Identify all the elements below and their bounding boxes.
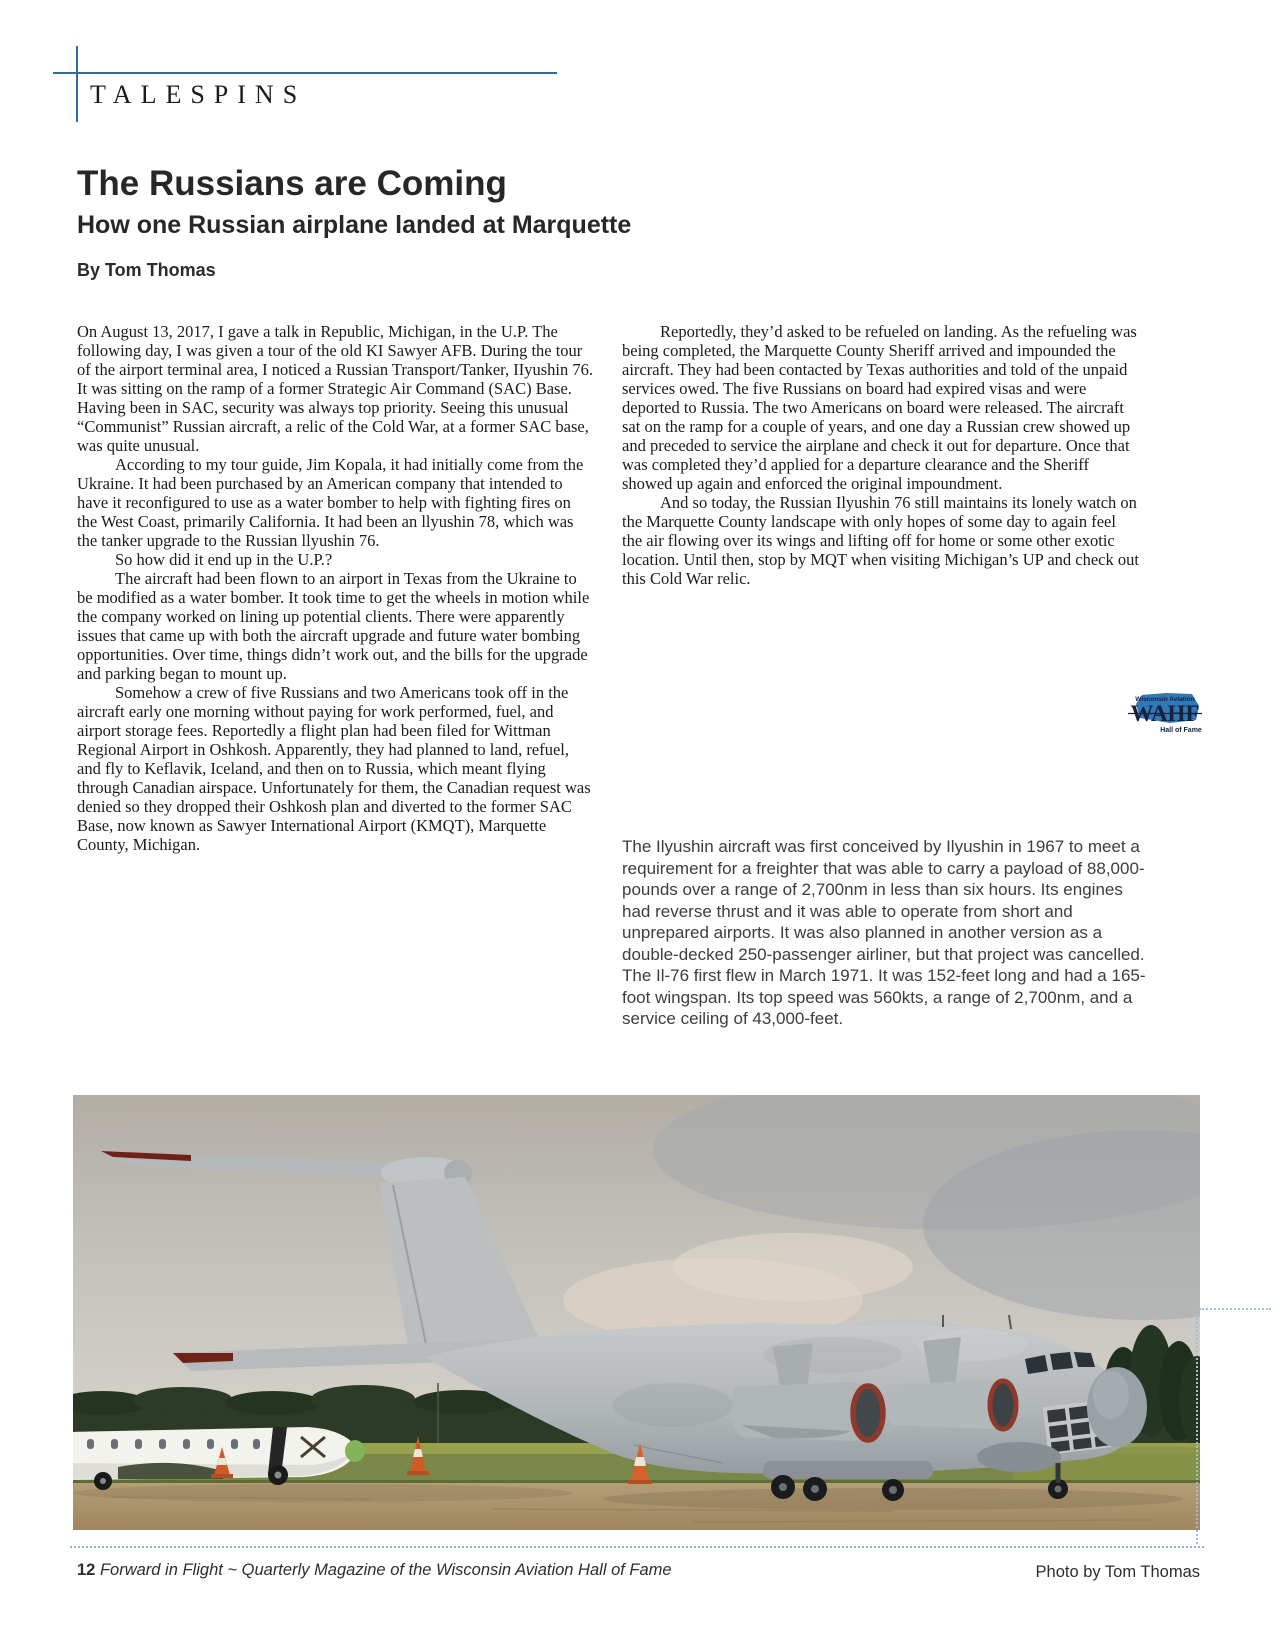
dirt-ramp <box>73 1483 1200 1530</box>
magazine-name: Forward in Flight ~ Quarterly Magazine of the Wisconsin Aviation Hall of Fame <box>99 1561 672 1579</box>
airplane-photo-illustration <box>73 1095 1200 1530</box>
right-horizontal-dotted-guide <box>1199 1308 1271 1310</box>
photo-credit: Photo by Tom Thomas <box>1035 1563 1200 1581</box>
paragraph: Reportedly, they’d asked to be refueled on landing. As the refueling was being completed, the Marquette County Sheriff arrived and impounded the aircraft. They had been contacted by Texas authorities and told of the unpaid services owed. The five Russians on board had expired visas and were deported to Russia. The two Americans on board were released. The aircraft sat on the ramp for a couple of years, and one day a Russian crew showed up and preceded to service the airplane and check it out for departure. Once that was completed they’d applied for a departure clearance and the Sheriff showed up again and enforced the original impoundment. <box>622 322 1137 493</box>
wahf-logo <box>1126 692 1204 736</box>
article-photo <box>73 1095 1200 1530</box>
right-dotted-guide <box>1196 1306 1198 1544</box>
paragraph: So how did it end up in the U.P.? <box>115 550 333 569</box>
chin-dome <box>977 1442 1061 1472</box>
header-vertical-rule <box>76 46 78 122</box>
logo-top-text: Wisconsin Aviation <box>1135 696 1195 703</box>
paragraph: The aircraft had been flown to an airport in Texas from the Ukraine to be modified as a water bomber. It took time to get the wheels in motion while the company worked on lining up potential clients. There were apparently issues that came up with both the aircraft upgrade and future water bombing opportunities. Over time, things didn’t work out, and the bills for the upgrade and parking began to mount up. <box>77 569 590 683</box>
section-label: TALESPINS <box>90 80 307 109</box>
logo-acronym: WAHF <box>1130 701 1200 726</box>
footer-dotted-rule <box>70 1546 1204 1548</box>
footer-left <box>77 1561 672 1580</box>
header-horizontal-rule <box>53 72 557 74</box>
paragraph: According to my tour guide, Jim Kopala, it had initially come from the Ukraine. It had been purchased by an American company that intended to have it reconfigured to use as a water bomber to help with fighting fires on the West Coast, primarily California. It had been an llyushin 78, which was the tanker upgrade to the Russian llyushin 76. <box>77 455 584 550</box>
article-byline: By Tom Thomas <box>77 260 216 280</box>
logo-bottom-text: Hall of Fame <box>1160 727 1202 734</box>
page-number: 12 <box>77 1561 96 1579</box>
paragraph: On August 13, 2017, I gave a talk in Republic, Michigan, in the U.P. The following day, I was given a tour of the old KI Sawyer AFB. During the tour of the airport terminal area, I noticed a Russian Transport/Tanker, IIyushin 76. It was sitting on the ramp of a former Strategic Air Command (SAC) Base. Having been in SAC, security was always top priority. Seeing this unusual “Communist” Russian aircraft, a relic of the Cold War, at a former SAC base, was quite unusual. <box>77 322 593 455</box>
article-title: The Russians are Coming <box>77 164 507 203</box>
article-column-1 <box>77 322 593 854</box>
paragraph: And so today, the Russian Ilyushin 76 still maintains its lonely watch on the Marquette County landscape with only hopes of some day to again feel the air flowing over its wings and lifting off for home or some other exotic location. Until then, stop by MQT when visiting Michigan’s UP and check out this Cold War relic. <box>622 493 1139 588</box>
paragraph: Somehow a crew of five Russians and two Americans took off in the aircraft early one morning without paying for work performed, fuel, and airport storage fees. Reportedly a flight plan had been filed for Wittman Regional Airport in Oshkosh. Apparently, they had planned to land, refuel, and fly to Keflavik, Iceland, and then on to Russia, which meant flying through Canadian airspace. Unfortunately for them, the Canadian request was denied so they dropped their Oshkosh plan and diverted to the former SAC Base, now known as Sawyer International Airport (KMQT), Marquette County, Michigan. <box>77 683 591 854</box>
sidebar-fact-text: The Ilyushin aircraft was first conceived by Ilyushin in 1967 to meet a requirement for a freighter that was able to carry a payload of 88,000-pounds over a range of 2,700nm in less than six hours. Its engines had reverse thrust and it was able to operate from short and unprepared airports. It was also planned in another version as a double-decked 250-passenger airliner, but that project was cancelled. The Il-76 first flew in March 1971. It was 152-feet long and had a 165-foot wingspan. Its top speed was 560kts, a range of 2,700nm, and a service ceiling of 43,000-feet. <box>622 837 1146 1028</box>
wahf-logo-icon <box>1126 692 1204 736</box>
article-subtitle: How one Russian airplane landed at Marquette <box>77 211 632 239</box>
article-column-2 <box>622 322 1140 588</box>
